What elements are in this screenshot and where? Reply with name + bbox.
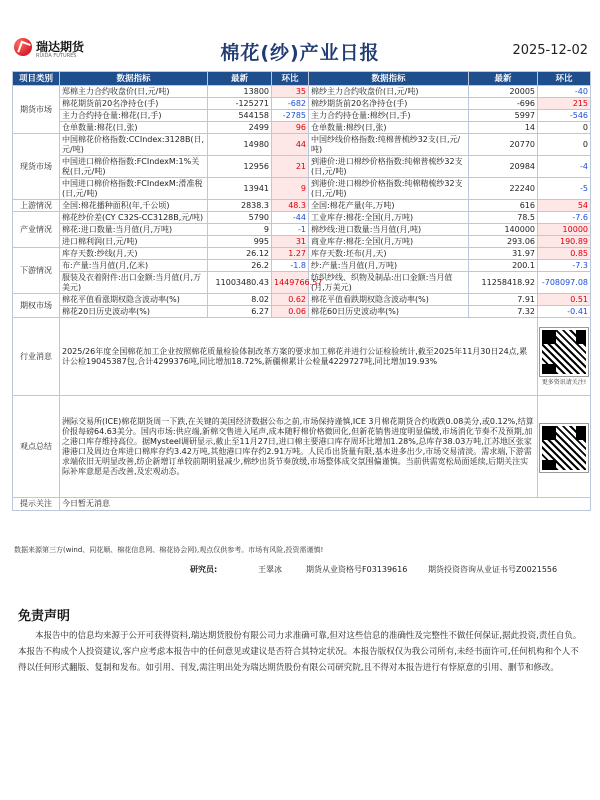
indicator-right: 到港价:进口棉纱价格指数:纯棉普梳纱32支(日,元/吨) [309,156,469,178]
table-row [13,86,591,98]
indicator-left: 布:产量:当月值(月,亿米) [60,260,208,272]
value-right: 200.1 [469,260,538,272]
indicator-right: 棉纱期货前20名净持仓(手) [309,98,469,110]
indicator-left: 库存天数:纱线(月,天) [60,248,208,260]
header-latest-left: 最新 [208,72,272,86]
table-row [13,248,591,260]
indicator-left: 全国:棉花播种面积(年,千公顷) [60,200,208,212]
change-left: 21 [272,156,309,178]
change-left: 1.27 [272,248,309,260]
change-right: 0 [538,122,591,134]
section-label: 下游情况 [13,248,60,294]
section-label: 产业情况 [13,212,60,248]
value-left: 995 [208,236,272,248]
value-right: 20770 [469,134,538,156]
qr-caption: 更多资讯请关注! [541,378,587,386]
indicator-left: 仓单数量:棉花(日,张) [60,122,208,134]
view-text: 洲际交易所(ICE)棉花期货周一下跌,在关键的美国经济数据公布之前,市场保持谨慎,ICE 3月棉花期货合约收跌0.08美分,或0.12%,结算价报每磅64.63美分。国内市场:供应端,新棉交售进入尾声,成本随籽棉价格微回化,但新花销售进度明显偏缓,市场消化节奏不及预期,加之港口库存维持高位。据Mysteel调研显示,截止至11月27日,进口棉主要港口库存周环比增加1.28%,总库存38.03万吨,江苏地区张家港港口及周边仓库进口棉库存约3.42万吨,其他港口库存约2.91万吨。人民币出货量有限,基本进多出少,市场交易清淡。需求端,下游需求端依旧无明显改善,纺企新增订单较前期明显减少,棉纱出货节奏放缓,市场整体成交氛围偏谨慎。当前供需宽松局面延续,后期关注实际补库意愿是否改善,及宏观动态。 [60,396,538,498]
indicator-left: 棉花期货前20名净持仓(手) [60,98,208,110]
value-left: 2838.3 [208,200,272,212]
section-label: 上游情况 [13,200,60,212]
indicator-left: 棉花20日历史波动率(%) [60,306,208,318]
table-row [13,156,591,178]
value-right: 11258418.92 [469,272,538,294]
news-label: 行业消息 [13,318,60,396]
change-left: -2785 [272,110,309,122]
indicator-left: 棉花纱价差(CY C32S-CC3128B,元/吨) [60,212,208,224]
table-row [13,200,591,212]
change-left: 0.06 [272,306,309,318]
indicator-right: 中国纱线价格指数:纯棉普梳纱32支(日,元/吨) [309,134,469,156]
change-right: -7.3 [538,260,591,272]
indicator-left: 郑棉主力合约收盘价(日,元/吨) [60,86,208,98]
page-title: 棉花(纱)产业日报 [220,42,380,64]
change-right: 0.51 [538,294,591,306]
header-indicator-left: 数据指标 [60,72,208,86]
value-right: 293.06 [469,236,538,248]
value-right: 7.91 [469,294,538,306]
table-row [13,178,591,200]
value-left: 26.2 [208,260,272,272]
change-right: -4 [538,156,591,178]
change-right: -546 [538,110,591,122]
indicator-left: 中国进口棉价格指数:FCIndexM:滑准税(日,元/吨) [60,178,208,200]
value-left: 13941 [208,178,272,200]
table-row [13,98,591,110]
value-left: 12956 [208,156,272,178]
change-left: 44 [272,134,309,156]
change-right: 0.85 [538,248,591,260]
section-label: 期货市场 [13,86,60,134]
table-row [13,122,591,134]
value-right: 20005 [469,86,538,98]
indicator-right: 全国:棉花产量(年,万吨) [309,200,469,212]
report-date: 2025-12-02 [512,43,588,58]
indicator-right: 棉纱主力合约收盘价(日,元/吨) [309,86,469,98]
value-right: 22240 [469,178,538,200]
indicator-right: 仓单数量:棉纱(日,张) [309,122,469,134]
value-right: 616 [469,200,538,212]
table-row [13,224,591,236]
value-right: 140000 [469,224,538,236]
value-left: 5790 [208,212,272,224]
tip-row [13,498,591,511]
section-label: 现货市场 [13,134,60,200]
data-source-note: 数据来源第三方(wind、同花顺、棉花信息网、棉花协会网),观点仅供参考。市场有风险,投资需谨慎! [14,546,324,554]
value-left: -125271 [208,98,272,110]
value-left: 14980 [208,134,272,156]
change-right: 10000 [538,224,591,236]
qr-code-icon [540,328,588,376]
view-row [13,396,591,498]
data-table [12,71,591,511]
indicator-right: 商业库存:棉花:全国(月,万吨) [309,236,469,248]
change-left: -682 [272,98,309,110]
qr-cell [538,318,591,396]
value-right: 14 [469,122,538,134]
header-change-right: 环比 [538,72,591,86]
news-row [13,318,591,396]
change-right: -5 [538,178,591,200]
change-right: 0 [538,134,591,156]
indicator-left: 棉花平值看涨期权隐含波动率(%) [60,294,208,306]
indicator-right: 棉纱线:进口数量:当月值(月,吨) [309,224,469,236]
qr-cell-2 [538,396,591,498]
indicator-left: 棉花:进口数量:当月值(月,万吨) [60,224,208,236]
value-right: -696 [469,98,538,110]
change-right: -0.41 [538,306,591,318]
researcher-license: 期货从业资格号F03139616 [306,565,408,574]
value-right: 7.32 [469,306,538,318]
indicator-left: 服装及衣着附件:出口金额:当月值(月,万美元) [60,272,208,294]
table-row [13,306,591,318]
researcher-role: 研究员: [190,565,218,574]
change-left: 0.62 [272,294,309,306]
indicator-right: 工业库存:棉花:全国(月,万吨) [309,212,469,224]
indicator-right: 主力合约持仓量:棉纱(日,手) [309,110,469,122]
change-right: 54 [538,200,591,212]
table-row [13,294,591,306]
disclaimer-title: 免责声明 [18,609,71,624]
value-right: 78.5 [469,212,538,224]
indicator-right: 库存天数:坯布(月,天) [309,248,469,260]
value-left: 2499 [208,122,272,134]
header-category: 项目类别 [13,72,60,86]
indicator-right: 到港价:进口棉纱价格指数:纯棉精梳纱32支(日,元/吨) [309,178,469,200]
change-right: -40 [538,86,591,98]
indicator-left: 中国进口棉价格指数:FCIndexM:1%关税(日,元/吨) [60,156,208,178]
value-right: 5997 [469,110,538,122]
change-left: -1 [272,224,309,236]
change-right: -7.6 [538,212,591,224]
tip-label: 提示关注 [13,498,60,511]
change-right: -708097.08 [538,272,591,294]
value-left: 544158 [208,110,272,122]
change-left: 9 [272,178,309,200]
news-text: 2025/26年度全国棉花加工企业按照棉花质量检验体制改革方案的要求加工棉花并进行公证检验统计,截至2025年11月30日24点,累计公检19045387包,合计4299376吨,同比增加18.72%,新疆棉累计公检量4229727吨,同比增加19.93% [60,318,538,396]
header-latest-right: 最新 [469,72,538,86]
indicator-right: 棉花60日历史波动率(%) [309,306,469,318]
change-left: -44 [272,212,309,224]
value-right: 31.97 [469,248,538,260]
header-change-left: 环比 [272,72,309,86]
value-right: 20984 [469,156,538,178]
indicator-right: 棉花平值看跌期权隐含波动率(%) [309,294,469,306]
table-row [13,272,591,294]
logo-subtitle: RUIDA FUTURES [36,53,77,59]
table-row [13,110,591,122]
change-right: 215 [538,98,591,110]
indicator-right: 纱:产量:当月值(月,万吨) [309,260,469,272]
change-left: 48.3 [272,200,309,212]
indicator-left: 中国棉花价格指数:CCIndex:3128B(日,元/吨) [60,134,208,156]
header-indicator-right: 数据指标 [309,72,469,86]
qr-code-icon [540,424,588,472]
value-left: 13800 [208,86,272,98]
disclaimer-body: 本报告中的信息均来源于公开可获得资料,瑞达期货股份有限公司力求准确可靠,但对这些信息的准确性及完整性不做任何保证,据此投资,责任自负。本报告不构成个人投资建议,客户应考虑本报告中的任何意见或建议是否符合其特定状况。本报告版权仅为我公司所有,未经书面许可,任何机构和个人不得以任何形式翻版、复制和发布。如引用、刊发,需注明出处为瑞达期货股份有限公司研究院,且不得对本报告进行有悖原意的引用、删节和修改。 [18,631,582,673]
logo-name: 瑞达期货 [36,40,85,54]
view-label: 观点总结 [13,396,60,498]
table-row [13,236,591,248]
table-row [13,212,591,224]
section-label: 期权市场 [13,294,60,318]
table-row [13,134,591,156]
table-header-row [13,72,591,86]
tip-text: 今日暂无消息 [60,498,591,511]
change-left: 31 [272,236,309,248]
table-row [13,260,591,272]
value-left: 6.27 [208,306,272,318]
indicator-right: 纺织纱线、织物及制品:出口金额:当月值(月,万美元) [309,272,469,294]
value-left: 11003480.43 [208,272,272,294]
value-left: 8.02 [208,294,272,306]
researcher-consult: 期货投资咨询从业证书号Z0021556 [428,565,558,574]
change-right: 190.89 [538,236,591,248]
change-left: 35 [272,86,309,98]
report-header [0,0,600,70]
change-left: 96 [272,122,309,134]
indicator-left: 主力合约持仓量:棉花(日,手) [60,110,208,122]
indicator-left: 进口棉利润(日,元/吨) [60,236,208,248]
value-left: 26.12 [208,248,272,260]
change-left: -1.8 [272,260,309,272]
change-left: 1449766.57 [272,272,309,294]
researcher-name: 王翠冰 [258,565,282,574]
value-left: 9 [208,224,272,236]
